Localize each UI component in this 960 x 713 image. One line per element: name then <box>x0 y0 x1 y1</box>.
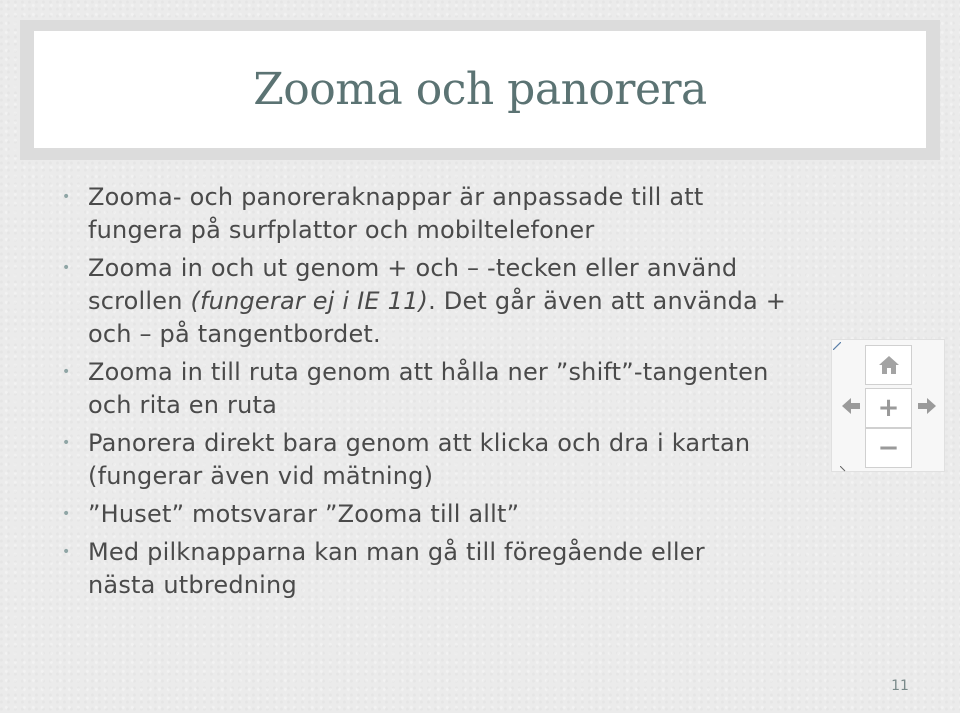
bullet-item <box>62 252 802 351</box>
bullet-dot-icon: • <box>62 544 71 560</box>
zoom-out-button[interactable] <box>865 428 912 468</box>
bullet-text-line: Zooma- och panoreraknappar är anpassade till att <box>88 183 704 211</box>
bullet-dot-icon: • <box>62 260 71 276</box>
minus-icon: − <box>877 433 900 463</box>
bullet-text-line: (fungerar även vid mätning) <box>88 462 434 490</box>
arrow-left-icon[interactable] <box>840 395 862 417</box>
plus-icon: + <box>877 393 900 423</box>
bullet-text-line: och – på tangentbordet. <box>88 320 381 348</box>
home-button[interactable] <box>865 345 912 385</box>
bullet-text-segment: . Det går även att använda + <box>428 287 787 315</box>
title-box <box>34 31 926 148</box>
bullet-item <box>62 427 802 493</box>
bullet-text-line: och rita en ruta <box>88 391 278 419</box>
zoom-in-button[interactable] <box>865 388 912 428</box>
map-navigation-widget <box>831 339 945 472</box>
resize-corner-icon <box>840 466 846 472</box>
bullet-text-line: fungera på surfplattor och mobiltelefoner <box>88 216 595 244</box>
bullet-dot-icon: • <box>62 506 71 522</box>
bullet-text-line: nästa utbredning <box>88 571 297 599</box>
bullet-text-italic: (fungerar ej i IE 11) <box>190 287 429 315</box>
bullet-dot-icon: • <box>62 364 71 380</box>
bullet-text-line: ”Huset” motsvarar ”Zooma till allt” <box>88 500 520 528</box>
bullet-item <box>62 181 802 247</box>
bullet-item <box>62 536 802 602</box>
bullet-list <box>62 181 802 607</box>
page-number: 11 <box>891 678 909 694</box>
bullet-text-line: Med pilknapparna kan man gå till föregående eller <box>88 538 705 566</box>
arrow-right-icon[interactable] <box>916 395 938 417</box>
home-icon <box>878 355 900 375</box>
bullet-text-line <box>88 285 802 318</box>
resize-corner-icon <box>833 342 841 350</box>
bullet-item <box>62 356 802 422</box>
bullet-dot-icon: • <box>62 435 71 451</box>
bullet-item <box>62 498 802 531</box>
bullet-text-segment: scrollen <box>88 287 191 315</box>
bullet-text-line: Panorera direkt bara genom att klicka och dra i kartan <box>88 429 751 457</box>
bullet-text-line: Zooma in och ut genom + och – -tecken eller använd <box>88 254 738 282</box>
bullet-dot-icon: • <box>62 189 71 205</box>
slide-title: Zooma och panorera <box>253 64 707 115</box>
bullet-text-line: Zooma in till ruta genom att hålla ner ”shift”-tangenten <box>88 358 769 386</box>
